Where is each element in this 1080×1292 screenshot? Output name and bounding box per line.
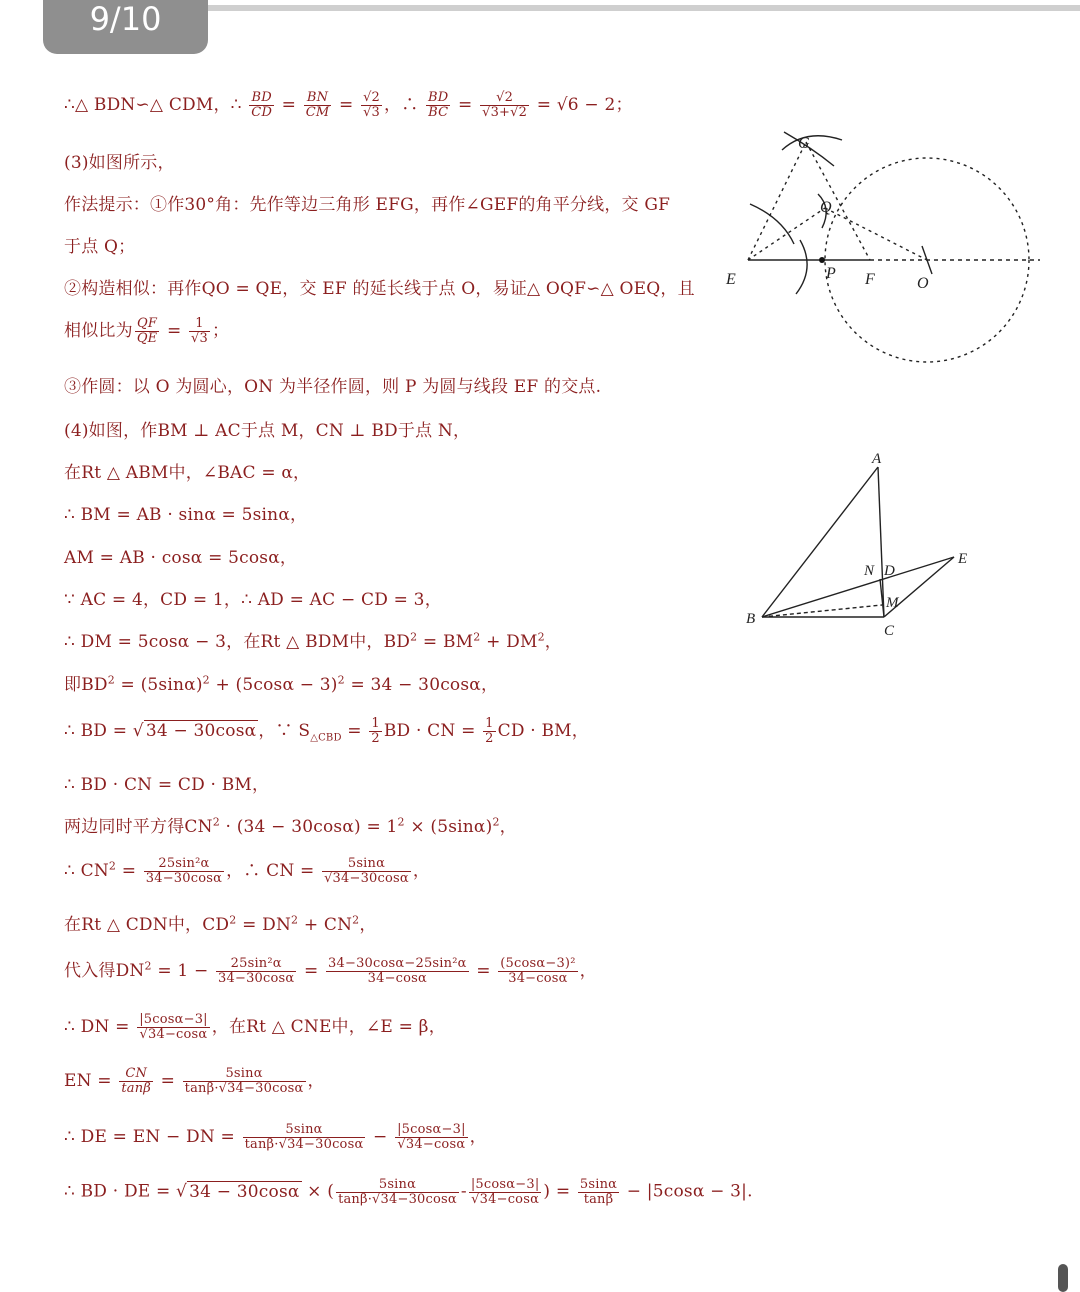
line-part4: (4)如图，作BM ⊥ AC于点 M，CN ⊥ BD于点 N， [64, 421, 471, 441]
fraction: $\frac{5\sin\alpha}{\tan\beta\cdot√34-30\cos\alpha}$ [184, 1066, 304, 1096]
label-c: C [884, 623, 895, 639]
label-b: B [746, 611, 756, 627]
fraction: $\frac{BD}{CD}$ [251, 90, 273, 120]
fraction: $\frac{\text{(5cosα−3)²}}{34-\cos\alpha}$ [500, 956, 576, 986]
label-a: A [872, 451, 882, 467]
line-qo [825, 208, 927, 260]
label-g: G [798, 135, 810, 152]
line-abm: 在Rt △ ABM中，∠BAC = α， [64, 463, 311, 483]
label-e2: E [958, 551, 968, 567]
line-eq [748, 208, 825, 260]
arc-e [750, 204, 794, 244]
fraction: $\frac{|5\cos\alpha-3|}{√34-\cos\alpha}$ [397, 1122, 466, 1152]
line-hint2: ②构造相似：再作QO = QE，交 EF 的延长线于点 O，易证△ OQF∽△ OEQ，且 [64, 279, 695, 299]
construction-figure [722, 128, 1052, 368]
fraction: $\frac{√2}{√3}$ [363, 90, 381, 120]
line-bdcn: ∴ BD · CN = CD · BM， [64, 775, 270, 795]
label-o: O [917, 275, 929, 292]
line-ratio: 相似比为 $\frac{QF}{QE}$ = $\frac{1}{√3}$ ； [64, 316, 230, 346]
fraction: $\frac{\text{34−30cosα−25sin²α}}{34-\cos\alpha}$ [328, 956, 467, 986]
progress-line [200, 5, 1080, 11]
fraction: $\frac{√2}{√3+√2}$ [482, 90, 528, 120]
line-bd: ∴ BD = √ 34 − 30cosα ，∵ $S_{\triangle CBD}$ = $\frac{1}{2}$ BD · CN = $\frac{1}{2}$ CD · BM， [64, 716, 589, 746]
line-dn2: 代入得$DN^2 = 1$ − $\frac{\text{25sin²α}}{34-30\cos\alpha}$ = $\frac{\text{34−30cosα−25sin²α}}{34-\cos\alpha}$ = $\frac{\text{(5cosα−3)²}}{34-\cos\alpha}$ ， [64, 956, 597, 986]
line-part3: (3)如图所示， [64, 153, 175, 173]
line-square: 两边同时平方得$CN^2 \cdot (34 - 30\cos\alpha) = 1^2 \times (5\sin\alpha)^2$， [64, 815, 517, 837]
line-cn: ∴ $CN^2$ = $\frac{\text{25sin²α}}{34-30\cos\alpha}$ ，∴ CN = $\frac{5\sin\alpha}{√34-30\cos\alpha}$ ， [64, 856, 431, 886]
arc-p [796, 240, 807, 294]
fraction: $\frac{\text{25sin²α}}{34-30\cos\alpha}$ [218, 956, 295, 986]
label-m: M [886, 595, 899, 611]
line-en: EN = $\frac{CN}{\tan\beta}$ = $\frac{5\sin\alpha}{\tan\beta\cdot√34-30\cos\alpha}$ ， [64, 1066, 325, 1096]
fraction: $\frac{|5\cos\alpha-3|}{√34-\cos\alpha}$ [470, 1177, 540, 1207]
line-hint1b: 于点 Q； [64, 237, 136, 257]
label-d: D [884, 563, 895, 579]
line-dm: ∴ DM = 5cosα − 3，在Rt △ BDM中，$BD^2 = BM^2 + DM^2$， [64, 630, 562, 652]
line-hint1: 作法提示：①作30°角：先作等边三角形 EFG，再作∠GEF的角平分线，交 GF [64, 195, 671, 215]
fraction: $\frac{5\sin\alpha}{√34-30\cos\alpha}$ [324, 856, 409, 886]
line-bd2: 即$BD^2 = (5\sin\alpha)^2 + (5\cos\alpha - 3)^2 = 34 - 30\cos\alpha$， [64, 673, 499, 695]
fraction: $\frac{BN}{CM}$ [305, 90, 330, 120]
line-eg [748, 142, 806, 260]
line-dn: ∴ DN = $\frac{|5\cos\alpha-3|}{√34-\cos\alpha}$ ，在Rt △ CNE中，∠E = β， [64, 1012, 446, 1042]
fraction: $\frac{1}{√3}$ [191, 316, 208, 346]
fraction: $\frac{QF}{QE}$ [136, 316, 158, 346]
fraction: $\frac{|5\cos\alpha-3|}{√34-\cos\alpha}$ [139, 1012, 208, 1042]
line-de: ∴ DE = EN − DN = $\frac{5\sin\alpha}{\tan\beta\cdot√34-30\cos\alpha}$ − $\frac{|5\cos\alpha-3|}{√34-\cos\alpha}$ ， [64, 1122, 487, 1152]
fraction: $\frac{1}{2}$ [371, 716, 380, 746]
fraction: $\frac{5\sin\alpha}{\tan\beta}$ [579, 1177, 618, 1207]
fraction: $\frac{BD}{BC}$ [428, 90, 449, 120]
fraction: $\frac{CN}{\tan\beta}$ [121, 1066, 152, 1096]
line-hint3: ③作圆：以 O 为圆心，ON 为半径作圆，则 P 为圆与线段 EF 的交点. [64, 377, 602, 397]
point-p [819, 257, 825, 263]
line-ad: ∵ AC = 4，CD = 1，∴ AD = AC − CD = 3， [64, 590, 442, 610]
triangle-figure [740, 445, 980, 640]
line-bm: ∴ BM = AB · sinα = 5sinα， [64, 505, 308, 525]
line-gf [806, 142, 870, 260]
text: ∴△ BDN∽△ CDM，∴ [64, 95, 242, 115]
arc-o [922, 246, 932, 274]
fraction: $\frac{5\sin\alpha}{\tan\beta\cdot√34-30\cos\alpha}$ [244, 1122, 364, 1152]
fraction: $\frac{\text{25sin²α}}{34-30\cos\alpha}$ [145, 856, 223, 886]
line-bdde: ∴ BD · DE = √ 34 − 30cosα × ( $\frac{5\sin\alpha}{\tan\beta\cdot√34-30\cos\alpha}$ - $\frac{|5\cos\alpha-3|}{√34-\cos\alpha}$ ) = $\frac{5\sin\alpha}{\tan\beta}$ − |5cosα − 3|. [64, 1177, 753, 1207]
line-similarity: ∴△ BDN∽△ CDM，∴ $\frac{BD}{CD}$ = $\frac{BN}{CM}$ = $\frac{√2}{√3}$ ，∴ $\frac{BD}{BC}$ = $\frac{√2}{√3+√2}$ = √6 − 2； [64, 90, 633, 120]
label-n: N [864, 563, 875, 579]
scrollbar-handle[interactable] [1058, 1264, 1068, 1292]
page-indicator: 9/10 [43, 0, 208, 54]
side-ba [762, 467, 878, 617]
arc-g [782, 136, 842, 150]
line-cdn: 在Rt △ CDN中，$CD^2 = DN^2 + CN^2$， [64, 913, 377, 935]
line-am: AM = AB · cosα = 5cosα， [64, 548, 298, 568]
label-p: P [826, 265, 836, 282]
line-be [762, 557, 954, 617]
label-f: F [865, 271, 875, 288]
label-q: Q [820, 199, 832, 216]
label-e: E [726, 271, 736, 288]
fraction: $\frac{5\sin\alpha}{\tan\beta\cdot√34-30\cos\alpha}$ [338, 1177, 457, 1207]
fraction: $\frac{1}{2}$ [485, 716, 494, 746]
